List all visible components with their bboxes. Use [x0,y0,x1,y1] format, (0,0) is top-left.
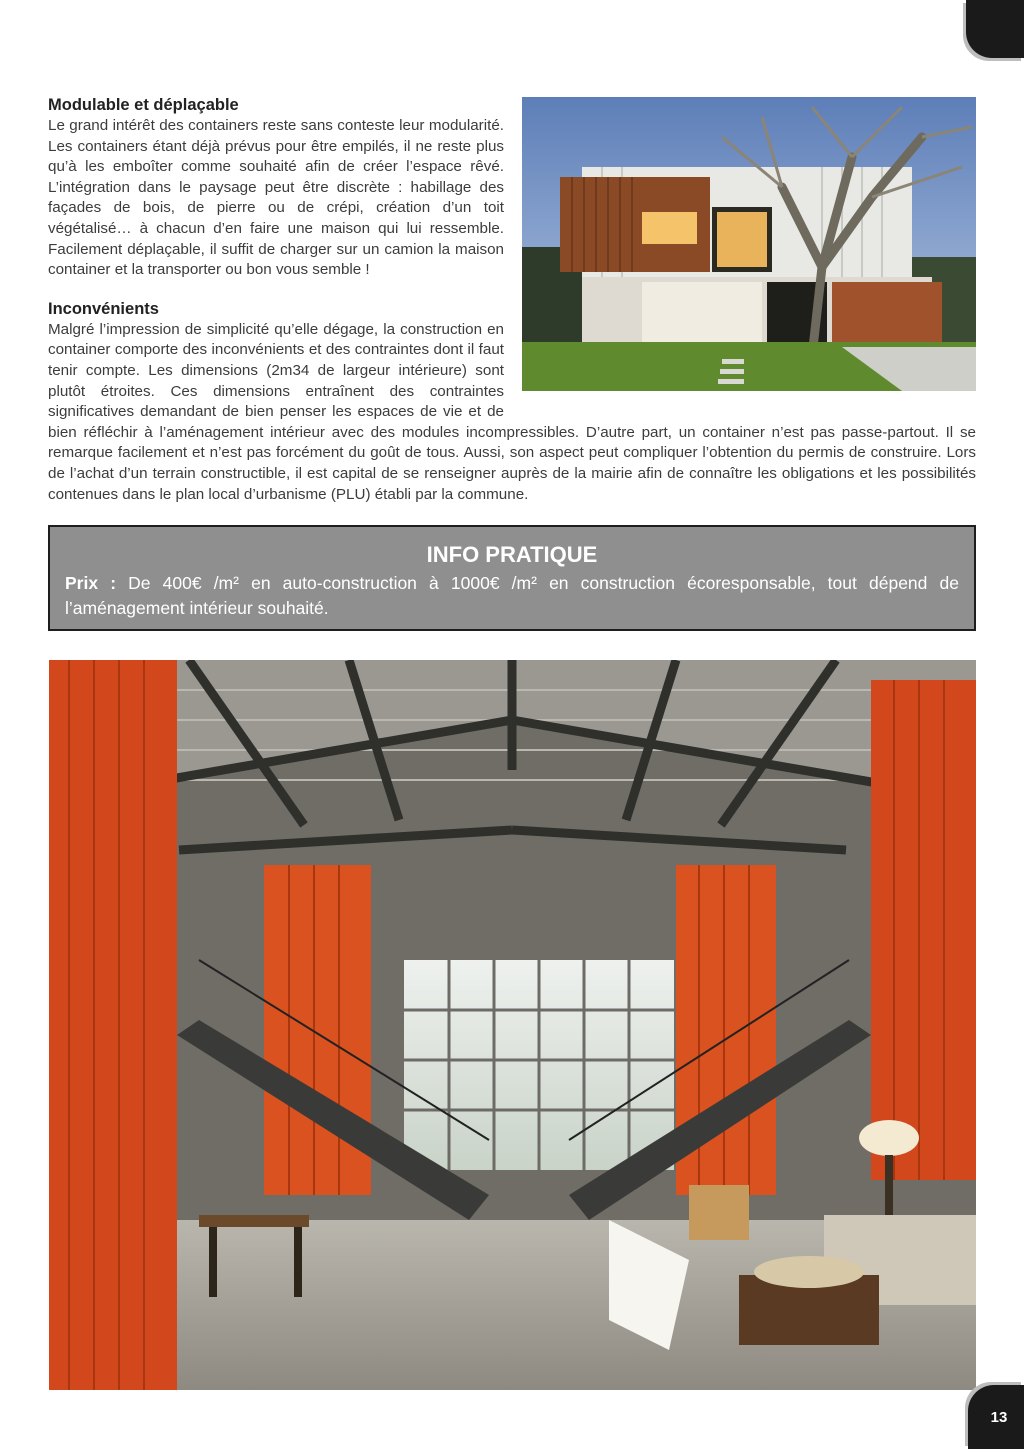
article-text [48,95,976,505]
info-box-label: Prix : [65,573,117,593]
corner-tab-bottom [968,1385,1024,1449]
info-box-text: De 400€ /m² en auto-construction à 1000€ /m² en construction écoresponsable, tout dépend de l’aménagement intérieur souhaité. [65,573,959,618]
paragraph-modulable: Le grand intérêt des containers reste sans conteste leur modularité. Les containers étant déjà prévus pour être empilés, il ne reste plus qu’à les emboîter comme souhaité afin de créer l’espace rêvé. L’intégration dans le paysage peut être discrète : habillage des façades de bois, de pierre ou de crépi, création d’un toit végétalisé… à chacun d’en faire une maison qui lui ressemble. Facilement déplaçable, il suffit de charger sur un camion la maison container et la transporter ou bon vous semble ! [48,117,504,279]
container-interior-photo [49,660,976,1390]
info-box-title: INFO PRATIQUE [426,542,598,567]
page-number: 13 [990,1408,1008,1426]
heading-inconvenients: Inconvénients [48,299,159,318]
corner-tab-top [966,0,1024,58]
info-box [48,525,976,631]
container-house-photo [522,97,976,391]
info-box-body [65,571,959,621]
heading-modulable: Modulable et déplaçable [48,96,239,114]
paragraph-inconvenients: Malgré l’impression de simplicité qu’elle dégage, la construction en container comporte des inconvénients et des contraintes dont il faut tenir compte. Les dimensions (2m34 de largeur intérieure) sont plutôt étroites. Ces dimensions entraînent des contraintes significatives demandant de bien penser les espaces de vie et de bien réfléchir à l’aménagement intérieur avec des modules incompressibles. D’autre part, un container n’est pas passe-partout. Il se remarque facilement et n’est pas forcément du goût de tous. Aussi, son aspect peut compliquer l’obtention du permis de construire. Lors de l’achat d’un terrain constructible, il est capital de se renseigner auprès de la mairie afin de connaître les obligations et les possibilités contenues dans le plan local d’urbanisme (PLU) établi par la commune. [48,320,976,503]
